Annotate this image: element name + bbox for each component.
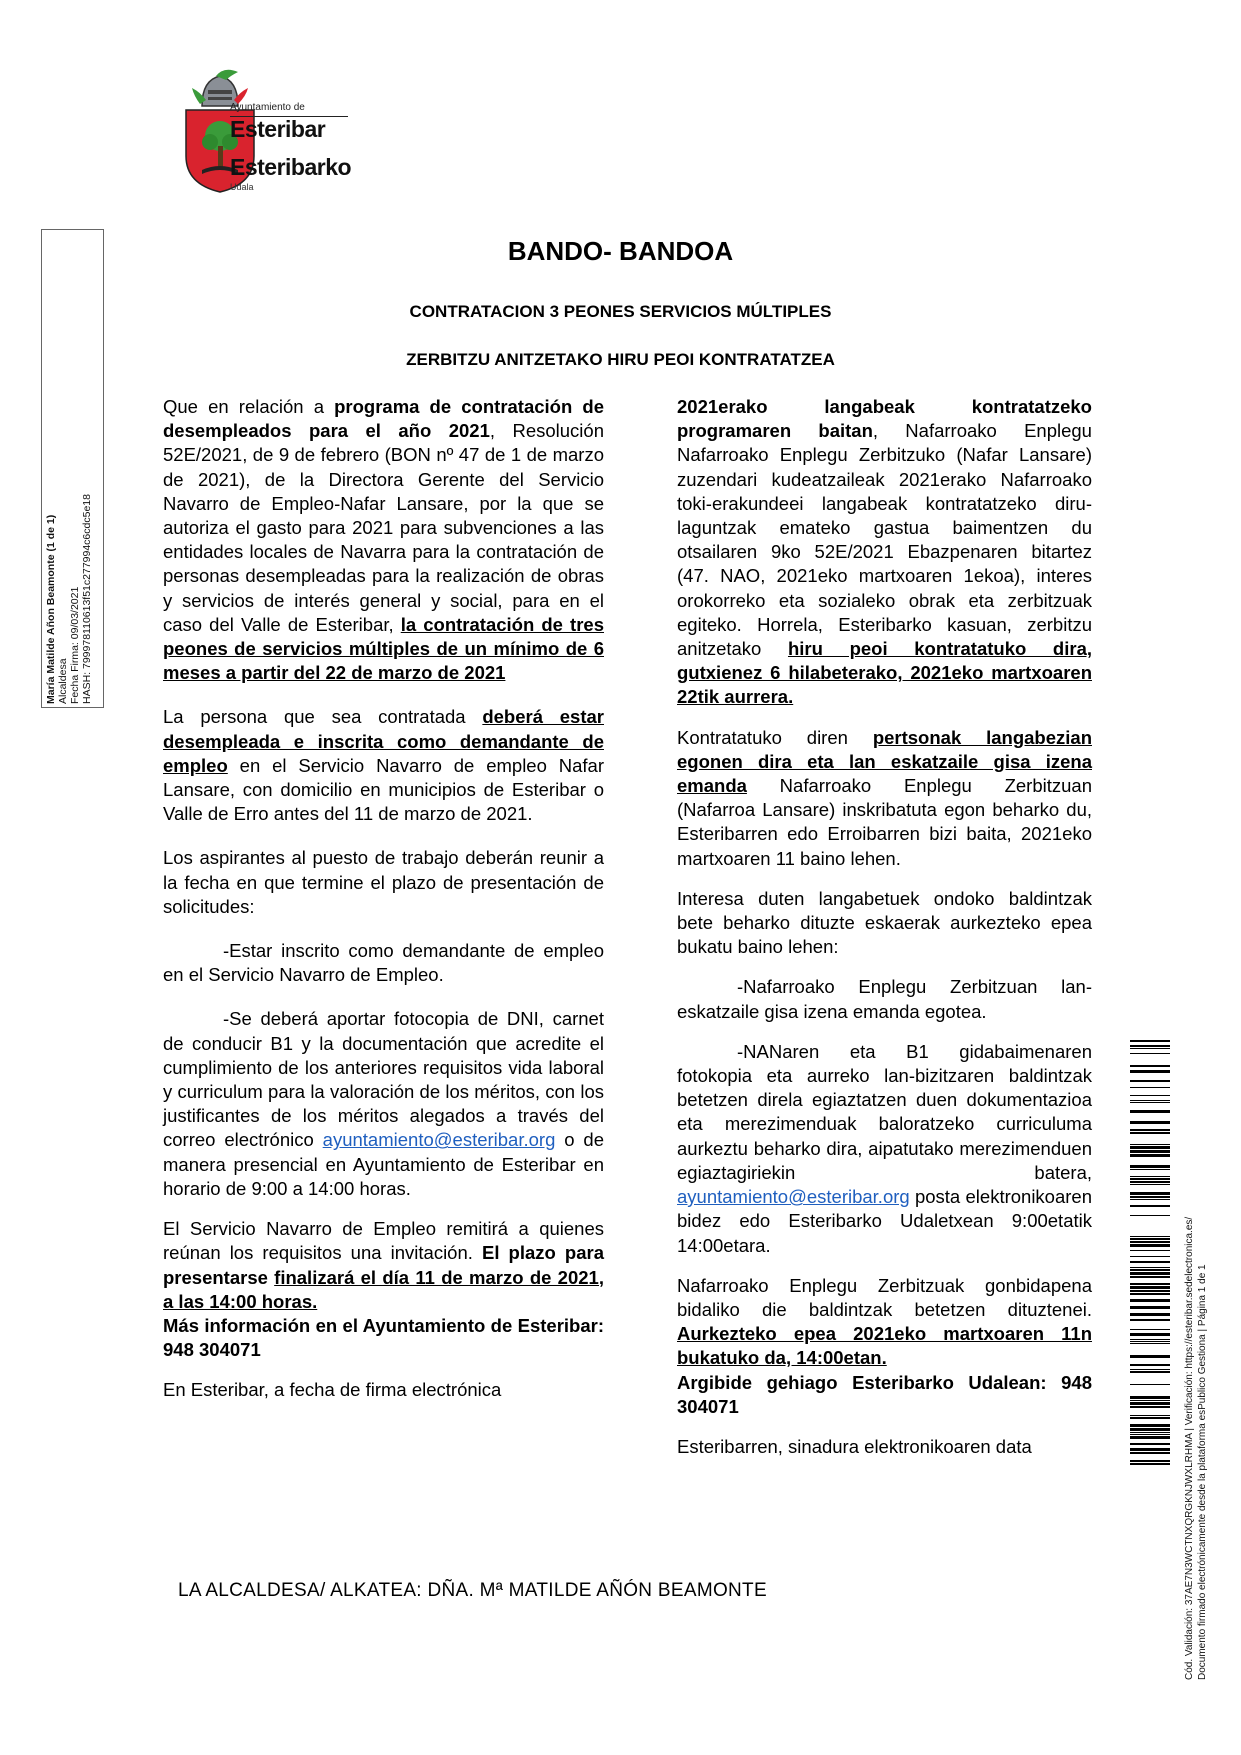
basque-column [677,395,1092,1475]
mayor-signature-line: LA ALCALDESA/ ALKATEA: DÑA. Mª MATILDE AÑÓN BEAMONTE [178,1580,767,1601]
signer-name: María Matilde Añon Beamonte (1 de 1) [45,514,57,704]
logo-line-2: Esteribar [230,116,326,142]
es-requirement-1: -Estar inscrito como demandante de empleo en el Servicio Navarro de Empleo. [163,940,604,986]
municipal-logo [180,66,380,196]
es-closing: En Esteribar, a fecha de firma electrónica [163,1379,502,1401]
page-title: BANDO- BANDOA [507,236,734,266]
signature-box [41,229,104,708]
signature-date: Fecha Firma: 09/03/2021 [69,586,81,704]
eu-requirement-1: -Nafarroako Enplegu Zerbitzuan lan-eskatzaile gisa izena emanda egotea. [677,976,1092,1022]
logo-line-1: Ayuntamiento de [230,102,305,113]
eu-requirement-2: -NANaren eta B1 gidabaimenaren fotokopia eta aurreko lan-bizitzaren baldintzak betetzen direla egiaztatzen duen dokumentazioa eta merezimenduak baloratzeko curriculuma aurkeztu beharko dira, aipatutako merezimenduen egiaztagiriekin batera, ayuntamiento@esteribar.org posta elektronikoaren bidez edo Esteribarko Udaletxean 9:00etatik 14:00etara. [677,1040,1092,1256]
email-link-eu[interactable]: ayuntamiento@esteribar.org [677,1186,910,1208]
es-paragraph-2: La persona que sea contratada deberá estar desempleada e inscrita como demandante de empleo en el Servicio Navarro de empleo Nafar Lansare, con domicilio en municipios de Esteribar o Valle de Erro antes del 11 de marzo de 2021. [163,706,604,825]
eu-closing: Esteribarren, sinadura elektronikoaren data [677,1435,1032,1457]
eu-paragraph-2: Kontratatuko diren pertsonak langabezian egonen dira eta lan eskatzaile gisa izena emanda Nafarroako Enplegu Zerbitzuan (Nafarroa Lansare) inskribatuta egon beharko du, Esteribarren edo Erroibarren bizi baita, 2021eko martxoaren 11 baino lehen. [677,726,1092,869]
validation-stamp [1183,1060,1219,1680]
subtitle-es: CONTRATACION 3 PEONES SERVICIOS MÚLTIPLES [409,302,832,321]
es-paragraph-deadline: El Servicio Navarro de Empleo remitirá a quienes reúnan los requisitos una invitación. El plazo para presentarse finalizará el día 11 de marzo de 2021, a las 14:00 horas. Más información en el Ayuntamiento de Esteribar: 948 304071 [163,1218,604,1361]
es-paragraph-3: Los aspirantes al puesto de trabajo deberán reunir a la fecha en que termine el plazo de presentación de solicitudes: [163,847,604,917]
eu-paragraph-1: 2021erako langabeak kontratatzeko programaren baitan, Nafarroako Enplegu Nafarroako Enplegu Zerbitzuko (Nafar Lansare) zuzendari kudeatzaileak 2021erako Nafarroako toki-erakundeei langabeak kontratatzeko diru-laguntzak emateko gastua baimentzen du otsailaren 9ko 52E/2021 Ebazpenaren bitartez (47. NAO, 2021eko martxoaren 1ekoa), interes orokorreko eta sozialeko obrak eta zerbitzuak egiteko. Horrela, Esteribarko kasuan, zerbitzu anitzetako hiru peoi kontratatuko dira, gutxienez 6 hilabeterako, 2021eko martxoaren 22tik aurrera. [677,396,1092,708]
signer-role: Alcaldesa [57,658,69,704]
barcode-icon [1130,1040,1170,1465]
subtitle-eu: ZERBITZU ANITZETAKO HIRU PEOI KONTRATATZEA [406,350,835,369]
logo-line-4: Udala [230,182,254,192]
es-requirement-2: -Se deberá aportar fotocopia de DNI, carnet de conducir B1 y la documentación que acredite el cumplimiento de los anteriores requisitos vida laboral y curriculum para la valoración de los méritos, con los justificantes de los méritos alegados a través del correo electrónico ayuntamiento@esteribar.org o de manera presencial en Ayuntamiento de Esteribar en horario de 9:00 a 14:00 horas. [163,1008,604,1199]
signature-hash: HASH: 799978110613f51c277994c6cdc5e18 [81,494,93,704]
email-link-es[interactable]: ayuntamiento@esteribar.org [322,1129,556,1151]
es-paragraph-1: Que en relación a programa de contratación de desempleados para el año 2021, Resolución 52E/2021, de 9 de febrero (BON nº 47 de 1 de marzo de 2021), de la Directora Gerente del Servicio Navarro de Empleo-Nafar Lansare, por la que se autoriza el gasto para 2021 para subvenciones a las entidades locales de Navarra para la contratación de personas desempleadas para la realización de obras y servicios de interés general y social, para en el caso del Valle de Esteribar, la contratación de tres peones de servicios múltiples de un mínimo de 6 meses a partir del 22 de marzo de 2021 [163,396,604,684]
eu-paragraph-3: Interesa duten langabetuek ondoko baldintzak bete beharko dituzte eskaerak aurkezteko epea bukatu baino lehen: [677,887,1092,958]
logo-line-3: Esteribarko [230,154,352,180]
eu-paragraph-deadline: Nafarroako Enplegu Zerbitzuak gonbidapena bidaliko die baldintzak betetzen dituztenei. Aurkezteko epea 2021eko martxoaren 11n bukatuko da, 14:00etan. Argibide gehiago Esteribarko Udalean: 948 304071 [677,1274,1092,1417]
spanish-column [163,395,604,1419]
validation-platform: Documento firmado electrónicamente desde la plataforma esPublico Gestiona | Página 1 de 1 [1197,1264,1208,1680]
validation-code: Cód. Validación: 37AE7N3WCTNXQRGKNJWXLRHMA | Verificación: https://esteribar.sedelectronica.es/ [1184,1216,1195,1680]
